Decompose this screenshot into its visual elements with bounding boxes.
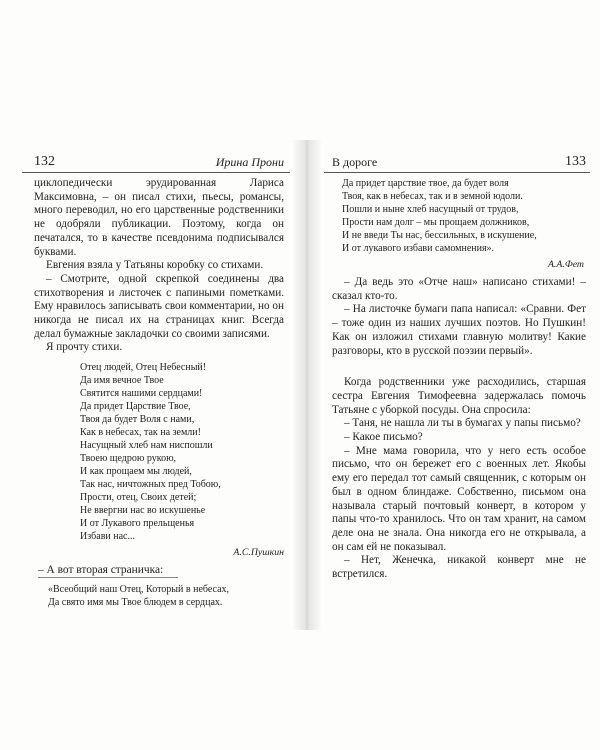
poem-line: Пошли и ныне хлеб насущный от трудов,: [342, 204, 519, 215]
paragraph: – Да ведь это «Отче наш» написано стихами! – сказал кто-то.: [332, 276, 586, 302]
left-prose: [34, 177, 284, 355]
poem-line: Как в небесах, так на земли!: [80, 427, 201, 439]
poem-line: Твоя да будет Воля с нами,: [80, 414, 195, 426]
poem-line: И не введи Ты нас, бессильных, в искушение,: [342, 230, 537, 241]
left-quote: [48, 584, 290, 609]
poem-line: Избави нас...: [80, 531, 135, 543]
poem-line: И от Лукавого прельщенья: [80, 518, 195, 530]
paragraph: – На листочке бумаги папа написал: «Сравни. Фет – тоже один из наших лучших поэтов. Но Пушкин! Как он изложил стихами главную молитву! Какие разговоры, кто в русской поэзии первый».: [332, 303, 586, 357]
poem-line: И от лукавого избави самомнения».: [342, 243, 495, 254]
poem-line: Отец людей, Отец Небесный!: [80, 362, 207, 374]
book-gutter: [292, 140, 322, 630]
paragraph: – Мне мама говорила, что у него есть особое письмо, что он бережет его с военных лет. Якобы ему его передал тот самый священник, с которым он был в одном блиндаже. Собственно, письмом она называла старый почтовый конверт, в котором у папы что-то хранилось. Что он там хранит, на самом деле она не знала. Она никогда его не открывала, а он сам ей не показывал.: [332, 444, 586, 553]
quote-line: Да свято имя мы Твое блюдем в сердцах.: [48, 596, 223, 608]
paragraph: – Таня, не нашла ли ты в бумагах у папы письмо?: [344, 417, 581, 430]
paragraph: – Смотрите, одной скрепкой соединены два стихотворения и листочек с папиными пометками. Ему нравилось записывать свои комментарии, но он никогда не писал их на страницах книг. Всегда делал бумажные закладочки со своими записями.: [34, 272, 284, 340]
paragraph: – Какое письмо?: [344, 431, 423, 444]
right-poem-attribution: А.А.Фет: [547, 259, 584, 270]
quote-line: «Всеобщий наш Отец, Который в небесах,: [48, 584, 230, 596]
poem-line: Да имя вечное Твое: [80, 375, 164, 387]
paragraph: Когда родственники уже расходились, старшая сестра Евгения Тимофеевна задержалась помочь Татьяне с уборкой посуды. Она спросила:: [332, 376, 586, 416]
poem-line: Не ввергни нас во искушенье: [80, 505, 206, 517]
poem-line: Да придет царствие твое, да будет воля: [342, 178, 509, 189]
left-poem: [80, 361, 290, 543]
poem-line: Прости, отец, Своих детей;: [80, 492, 197, 504]
left-poem-attribution: А.С.Пушкин: [233, 547, 284, 559]
paragraph: циклопедически эрудированная Лариса Максимовна, – он писал стихи, пьесы, романсы, много переводил, но его царственные родственники не одобряли публикации. Поэтому, когда он печатался, то в качестве псевдонима подписывался буквами.: [34, 177, 284, 258]
paragraph: Я прочту стихи.: [46, 341, 123, 354]
poem-line: Так нас, ничтожных пред Тобою,: [80, 479, 221, 491]
poem-line: Твоя, как в небесах, так и в земной юдоли.: [342, 191, 523, 202]
right-poem: [342, 177, 590, 255]
right-prose: [332, 276, 586, 582]
paragraph-gap: [332, 358, 586, 376]
paragraph: Евгения взяла у Татьяны коробку со стихами.: [46, 259, 264, 272]
left-page-number: 132: [34, 154, 55, 169]
poem-line: Прости нам долг – мы прощаем должников,: [342, 217, 530, 228]
left-running-header: [22, 150, 290, 173]
left-subheading: – А вот вторая страничка:: [38, 564, 178, 578]
poem-line: И как прощаем мы людей,: [80, 466, 192, 478]
poem-line: Твоею щедрою рукою,: [80, 453, 177, 465]
left-running-title: Ирина Прони: [215, 155, 284, 169]
right-running-title: В дороге: [332, 155, 378, 169]
poem-line: Насущный хлеб нам ниспошли: [80, 440, 213, 452]
poem-line: Да придет Царствие Твое,: [80, 401, 191, 413]
poem-line: Святится нашими сердцами!: [80, 388, 203, 400]
right-running-header: [324, 150, 590, 173]
paragraph: – Нет, Женечка, никакой конверт мне не встретился.: [332, 554, 586, 581]
left-page: [22, 150, 290, 620]
right-page-number: 133: [565, 154, 586, 169]
right-page: [324, 150, 590, 620]
